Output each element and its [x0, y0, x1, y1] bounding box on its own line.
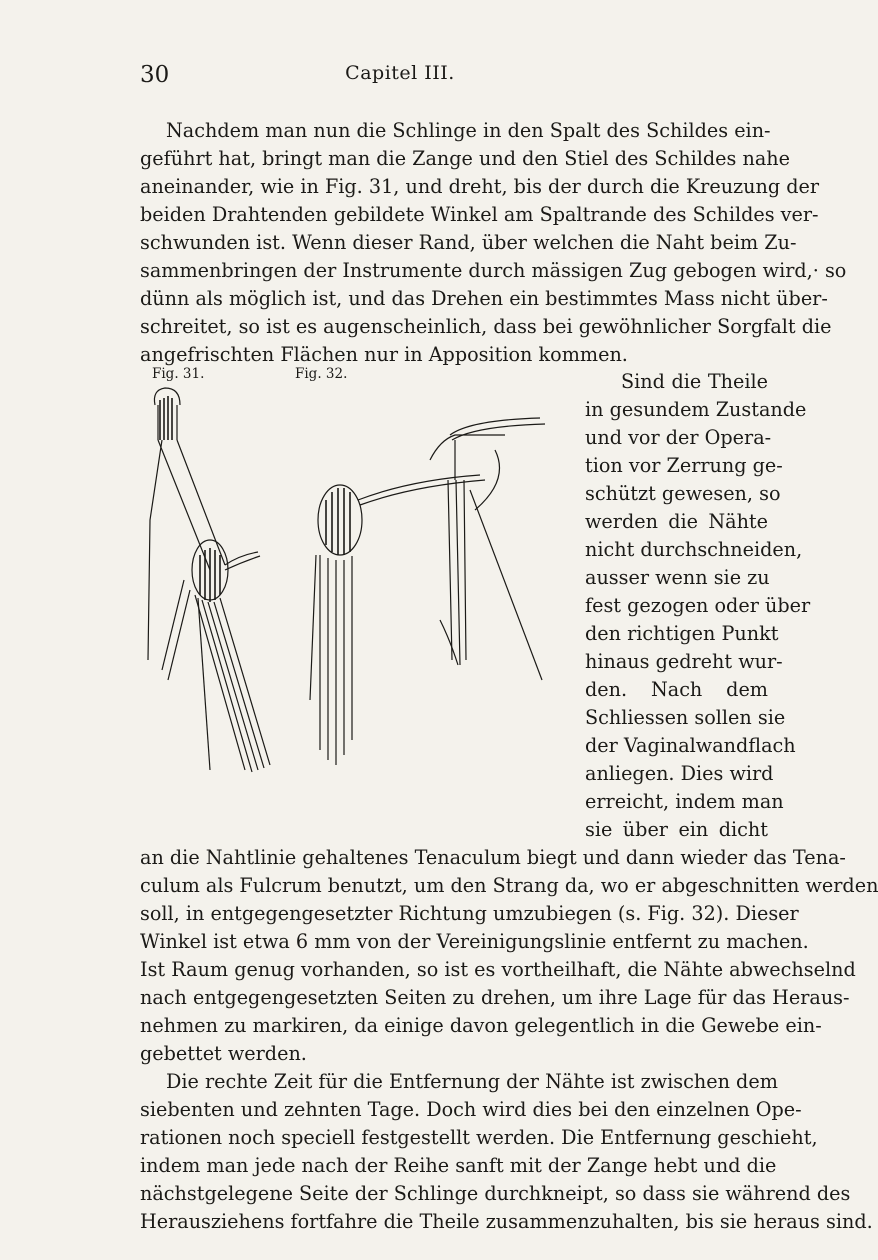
text-line: schützt gewesen, so	[585, 482, 781, 505]
text-line: sie über ein dicht	[585, 818, 768, 841]
text-line: an die Nahtlinie gehaltenes Tenaculum biegt und dann wieder das Tena-	[140, 846, 846, 869]
running-header	[0, 62, 800, 92]
text-line: soll, in entgegengesetzter Richtung umzubiegen (s. Fig. 32). Dieser	[140, 902, 799, 925]
text-line: Sind die Theile	[621, 370, 768, 393]
text-line: Winkel ist etwa 6 mm von der Vereinigungslinie entfernt zu machen.	[140, 930, 809, 953]
text-line: und vor der Opera-	[585, 426, 772, 449]
text-line: schwunden ist. Wenn dieser Rand, über welchen die Naht beim Zu-	[140, 231, 797, 254]
text-line: schreitet, so ist es augenscheinlich, dass bei gewöhnlicher Sorgfalt die	[140, 315, 832, 338]
page-number: 30	[140, 62, 170, 88]
text-line: sammenbringen der Instrumente durch mässigen Zug gebogen wird,· so	[140, 259, 847, 282]
text-line: nehmen zu markiren, da einige davon gelegentlich in die Gewebe ein-	[140, 1014, 822, 1037]
text-line: erreicht, indem man	[585, 790, 784, 813]
text-line: nächstgelegene Seite der Schlinge durchkneipt, so dass sie während des	[140, 1182, 851, 1205]
text-line: siebenten und zehnten Tage. Doch wird dies bei den einzelnen Ope-	[140, 1098, 802, 1121]
text-line: Nachdem man nun die Schlinge in den Spalt des Schildes ein-	[166, 119, 771, 142]
text-line: rationen noch speciell festgestellt werden. Die Entfernung geschieht,	[140, 1126, 818, 1149]
text-line: geführt hat, bringt man die Zange und den Stiel des Schildes nahe	[140, 147, 790, 170]
text-line: culum als Fulcrum benutzt, um den Strang da, wo er abgeschnitten werden	[140, 874, 878, 897]
text-line: gebettet werden.	[140, 1042, 307, 1065]
text-line: ausser wenn sie zu	[585, 566, 770, 589]
text-line: beiden Drahtenden gebildete Winkel am Spaltrande des Schildes ver-	[140, 203, 819, 226]
text-line: Die rechte Zeit für die Entfernung der Nähte ist zwischen dem	[166, 1070, 778, 1093]
text-line: anliegen. Dies wird	[585, 762, 774, 785]
text-line: werden die Nähte	[585, 510, 768, 533]
figure-32-label: Fig. 32.	[295, 366, 348, 382]
figure-31-label: Fig. 31.	[152, 366, 205, 382]
text-line: angefrischten Flächen nur in Apposition kommen.	[140, 343, 628, 366]
chapter-title: Capitel III.	[345, 62, 455, 84]
text-line: indem man jede nach der Reihe sanft mit der Zange hebt und die	[140, 1154, 777, 1177]
text-line: Herausziehens fortfahre die Theile zusammenzuhalten, bis sie heraus sind.	[140, 1210, 873, 1233]
figure-31-illustration	[140, 380, 280, 780]
text-line: nach entgegengesetzten Seiten zu drehen, um ihre Lage für das Heraus-	[140, 986, 850, 1009]
text-line: Schliessen sollen sie	[585, 706, 786, 729]
text-line: Ist Raum genug vorhanden, so ist es vortheilhaft, die Nähte abwechselnd	[140, 958, 856, 981]
text-line: nicht durchschneiden,	[585, 538, 803, 561]
text-line: hinaus gedreht wur-	[585, 650, 783, 673]
text-line: fest gezogen oder über	[585, 594, 811, 617]
text-line: dünn als möglich ist, und das Drehen ein bestimmtes Mass nicht über-	[140, 287, 828, 310]
text-line: in gesundem Zustande	[585, 398, 807, 421]
text-line: den. Nach dem	[585, 678, 768, 701]
text-line: der Vaginalwandflach	[585, 734, 796, 757]
text-line: den richtigen Punkt	[585, 622, 779, 645]
text-line: aneinander, wie in Fig. 31, und dreht, bis der durch die Kreuzung der	[140, 175, 820, 198]
figure-32-illustration	[280, 380, 570, 780]
text-line: tion vor Zerrung ge-	[585, 454, 783, 477]
